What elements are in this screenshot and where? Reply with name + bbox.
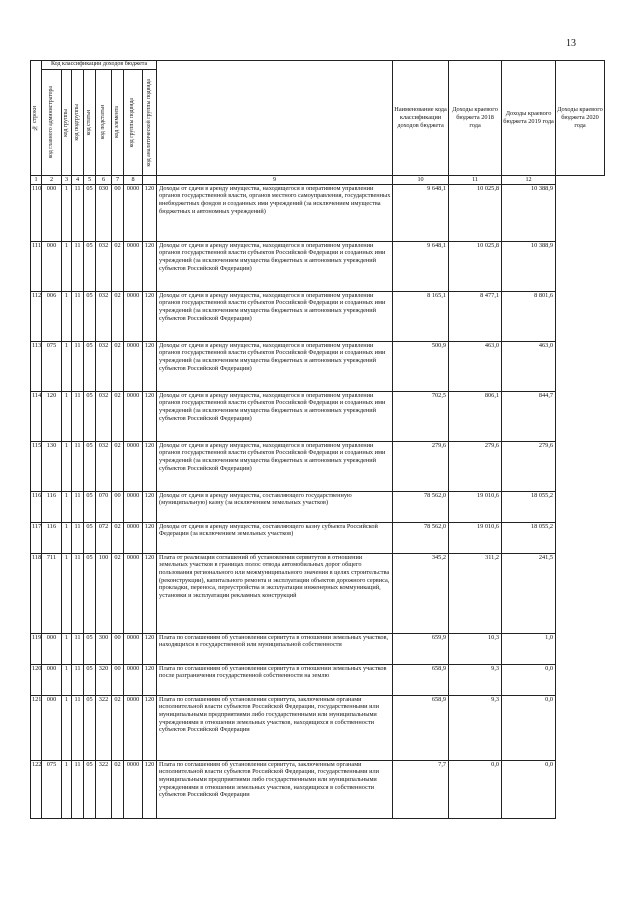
code-element: 00 [112, 633, 124, 664]
code-article: 05 [84, 391, 96, 441]
revenue-name: Доходы от сдачи в аренду имущества, находящегося в оперативном управлении органов государственной власти субъектов Российской Федерации и созданных ими учреждений (за исключением имущества бюджетных и автономных учреждений субъектов Российской Федерации) [157, 241, 393, 291]
code-subgroup: 11 [72, 522, 84, 553]
code-subarticle: 100 [96, 553, 112, 633]
code-admin: 130 [42, 441, 62, 491]
code-subgroup: 11 [72, 291, 84, 341]
header-2019: Доходы краевого бюджета 2019 года [502, 61, 556, 176]
code-subarticle: 032 [96, 291, 112, 341]
row-number: 119 [31, 633, 42, 664]
code-admin: 000 [42, 633, 62, 664]
code-analytic: 120 [143, 391, 157, 441]
code-subtype-group: 0000 [124, 391, 143, 441]
code-admin: 000 [42, 664, 62, 695]
value-2019: 19 010,6 [449, 491, 502, 522]
header-name: Наименование кода классификации доходов бюджета [393, 61, 449, 176]
revenue-name: Доходы от сдачи в аренду имущества, находящегося в оперативном управлении органов государственной власти субъектов Российской Федерации и созданных ими учреждений (за исключением имущества бюджетных и автономных учреждений субъектов Российской Федерации) [157, 441, 393, 491]
table-row [31, 695, 605, 760]
col-number [143, 176, 157, 185]
code-analytic: 120 [143, 760, 157, 818]
code-article: 05 [84, 241, 96, 291]
col-number: 12 [502, 176, 556, 185]
code-subgroup: 11 [72, 491, 84, 522]
code-subarticle: 032 [96, 441, 112, 491]
value-2019: 9,3 [449, 695, 502, 760]
code-subarticle: 070 [96, 491, 112, 522]
value-2020: 279,6 [502, 441, 556, 491]
value-2020: 0,0 [502, 760, 556, 818]
code-subgroup: 11 [72, 441, 84, 491]
code-article: 05 [84, 553, 96, 633]
table-row [31, 341, 605, 391]
code-subarticle: 300 [96, 633, 112, 664]
row-number: 110 [31, 184, 42, 241]
row-number: 114 [31, 391, 42, 441]
value-2019: 10,3 [449, 633, 502, 664]
table-row [31, 291, 605, 341]
code-subarticle: 322 [96, 695, 112, 760]
code-admin: 006 [42, 291, 62, 341]
code-subarticle: 032 [96, 241, 112, 291]
code-admin: 075 [42, 760, 62, 818]
value-2019: 279,6 [449, 441, 502, 491]
revenue-name: Плата по соглашениям об установлении сервитута в отношении земельных участков после разграничения государственной собственности на землю [157, 664, 393, 695]
row-number: 120 [31, 664, 42, 695]
table-row [31, 760, 605, 818]
code-analytic: 120 [143, 341, 157, 391]
value-2019: 8 477,1 [449, 291, 502, 341]
code-subtype-group: 0000 [124, 441, 143, 491]
table-body [31, 184, 605, 818]
code-group: 1 [62, 441, 72, 491]
header-code-subtype-group: код группы подвида [124, 70, 143, 176]
code-subgroup: 11 [72, 184, 84, 241]
code-element: 02 [112, 522, 124, 553]
code-subtype-group: 0000 [124, 522, 143, 553]
code-admin: 075 [42, 341, 62, 391]
value-2018: 345,2 [393, 553, 449, 633]
code-subgroup: 11 [72, 633, 84, 664]
value-2020: 844,7 [502, 391, 556, 441]
row-number: 115 [31, 441, 42, 491]
revenue-name: Плата от реализации соглашений об установлении сервитутов в отношении земельных участков в границах полос отвода автомобильных дорог общего пользования регионального или межмуниципального значения в целях строительства (реконструкции), капитального ремонта и эксплуатации объектов дорожного сервиса, прокладки, переноса, переустройства и эксплуатации инженерных коммуникаций, установки и эксплуатации рекламных конструкций [157, 553, 393, 633]
code-admin: 711 [42, 553, 62, 633]
revenue-name: Доходы от сдачи в аренду имущества, находящегося в оперативном управлении органов государственной власти субъектов Российской Федерации и созданных ими учреждений (за исключением имущества бюджетных и автономных учреждений субъектов Российской Федерации) [157, 291, 393, 341]
value-2020: 10 388,9 [502, 241, 556, 291]
value-2019: 463,0 [449, 341, 502, 391]
table-row [31, 241, 605, 291]
row-number: 118 [31, 553, 42, 633]
value-2019: 806,1 [449, 391, 502, 441]
value-2018: 9 648,1 [393, 184, 449, 241]
column-numbers-row [31, 176, 605, 185]
code-element: 02 [112, 695, 124, 760]
revenue-name: Доходы от сдачи в аренду имущества, составляющего казну субъекта Российской Федерации (за исключением земельных участков) [157, 522, 393, 553]
table-row [31, 633, 605, 664]
code-subgroup: 11 [72, 341, 84, 391]
code-element: 02 [112, 441, 124, 491]
code-subarticle: 032 [96, 341, 112, 391]
code-group: 1 [62, 291, 72, 341]
table-row [31, 184, 605, 241]
value-2018: 500,9 [393, 341, 449, 391]
row-number: 112 [31, 291, 42, 341]
row-number: 113 [31, 341, 42, 391]
code-group: 1 [62, 553, 72, 633]
col-number: 8 [124, 176, 143, 185]
code-subtype-group: 0000 [124, 291, 143, 341]
table-row [31, 491, 605, 522]
row-number: 122 [31, 760, 42, 818]
code-admin: 116 [42, 491, 62, 522]
value-2018: 658,9 [393, 664, 449, 695]
code-article: 05 [84, 441, 96, 491]
code-article: 05 [84, 760, 96, 818]
code-group: 1 [62, 633, 72, 664]
code-group: 1 [62, 391, 72, 441]
code-subtype-group: 0000 [124, 695, 143, 760]
value-2019: 9,3 [449, 664, 502, 695]
header-code-subarticle: код подстатьи [96, 70, 112, 176]
value-2018: 659,9 [393, 633, 449, 664]
table-row [31, 522, 605, 553]
code-article: 05 [84, 633, 96, 664]
header-code-group-col: код группы [62, 70, 72, 176]
code-subgroup: 11 [72, 241, 84, 291]
code-group: 1 [62, 760, 72, 818]
value-2020: 18 055,2 [502, 522, 556, 553]
code-analytic: 120 [143, 441, 157, 491]
table-row [31, 553, 605, 633]
value-2018: 78 562,0 [393, 522, 449, 553]
code-group: 1 [62, 184, 72, 241]
code-subtype-group: 0000 [124, 491, 143, 522]
row-number: 116 [31, 491, 42, 522]
code-article: 05 [84, 695, 96, 760]
col-number: 2 [42, 176, 62, 185]
code-group: 1 [62, 241, 72, 291]
code-analytic: 120 [143, 291, 157, 341]
code-article: 05 [84, 491, 96, 522]
code-subgroup: 11 [72, 664, 84, 695]
code-subtype-group: 0000 [124, 760, 143, 818]
col-number: 3 [62, 176, 72, 185]
code-admin: 000 [42, 184, 62, 241]
code-element: 02 [112, 341, 124, 391]
code-subarticle: 322 [96, 760, 112, 818]
revenue-name: Плата по соглашениям об установлении сервитута в отношении земельных участков, находящихся в государственной или муниципальной собственности [157, 633, 393, 664]
code-element: 02 [112, 241, 124, 291]
col-number: 6 [96, 176, 112, 185]
code-subarticle: 032 [96, 391, 112, 441]
table-header [31, 61, 605, 185]
code-subgroup: 11 [72, 553, 84, 633]
code-analytic: 120 [143, 553, 157, 633]
value-2018: 9 648,1 [393, 241, 449, 291]
value-2020: 8 801,6 [502, 291, 556, 341]
value-2018: 658,9 [393, 695, 449, 760]
col-number: 1 [31, 176, 42, 185]
code-admin: 000 [42, 241, 62, 291]
row-number: 111 [31, 241, 42, 291]
code-analytic: 120 [143, 491, 157, 522]
code-element: 00 [112, 491, 124, 522]
code-analytic: 120 [143, 695, 157, 760]
code-element: 02 [112, 291, 124, 341]
code-subtype-group: 0000 [124, 553, 143, 633]
code-group: 1 [62, 664, 72, 695]
code-analytic: 120 [143, 522, 157, 553]
revenue-name: Доходы от сдачи в аренду имущества, составляющего государственную (муниципальную) казну (за исключением земельных участков) [157, 491, 393, 522]
header-code-analytic: код аналитической группы подвида [143, 70, 157, 176]
code-subarticle: 320 [96, 664, 112, 695]
table-row [31, 391, 605, 441]
code-admin: 116 [42, 522, 62, 553]
revenue-name: Доходы от сдачи в аренду имущества, находящегося в оперативном управлении органов государственной власти субъектов Российской Федерации и созданных ими учреждений (за исключением имущества бюджетных и автономных учреждений субъектов Российской Федерации) [157, 341, 393, 391]
code-group: 1 [62, 522, 72, 553]
value-2019: 19 010,6 [449, 522, 502, 553]
code-article: 05 [84, 522, 96, 553]
code-element: 00 [112, 184, 124, 241]
header-blank [157, 61, 393, 176]
code-element: 02 [112, 553, 124, 633]
header-2018: Доходы краевого бюджета 2018 года [449, 61, 502, 176]
code-analytic: 120 [143, 633, 157, 664]
value-2020: 10 388,9 [502, 184, 556, 241]
code-subgroup: 11 [72, 760, 84, 818]
value-2020: 1,0 [502, 633, 556, 664]
code-subgroup: 11 [72, 391, 84, 441]
code-subtype-group: 0000 [124, 633, 143, 664]
value-2020: 241,5 [502, 553, 556, 633]
col-number: 5 [84, 176, 96, 185]
code-article: 05 [84, 291, 96, 341]
code-analytic: 120 [143, 241, 157, 291]
code-article: 05 [84, 341, 96, 391]
header-row-no: № строки [31, 61, 42, 176]
revenue-name: Плата по соглашениям об установлении сервитута, заключенным органами исполнительной власти субъектов Российской Федерации, государственными или муниципальными предприятиями либо государственными или муниципальными учреждениями в отношении земельных участков, находящихся в собственности субъектов Российской Федерации [157, 695, 393, 760]
code-analytic: 120 [143, 184, 157, 241]
code-element: 00 [112, 664, 124, 695]
page-number: 13 [566, 38, 576, 49]
value-2018: 8 165,1 [393, 291, 449, 341]
value-2018: 78 562,0 [393, 491, 449, 522]
code-subtype-group: 0000 [124, 664, 143, 695]
code-group: 1 [62, 491, 72, 522]
code-group: 1 [62, 695, 72, 760]
col-number: 4 [72, 176, 84, 185]
value-2018: 702,5 [393, 391, 449, 441]
value-2019: 10 025,8 [449, 184, 502, 241]
value-2020: 18 055,2 [502, 491, 556, 522]
header-code-group: Код классификации доходов бюджета [42, 61, 157, 70]
header-2020: Доходы краевого бюджета 2020 года [556, 61, 605, 176]
header-code-subgroup: код подгруппы [72, 70, 84, 176]
code-subarticle: 030 [96, 184, 112, 241]
code-article: 05 [84, 184, 96, 241]
code-subtype-group: 0000 [124, 341, 143, 391]
table-row [31, 441, 605, 491]
code-admin: 000 [42, 695, 62, 760]
value-2018: 7,7 [393, 760, 449, 818]
value-2019: 311,2 [449, 553, 502, 633]
revenue-name: Доходы от сдачи в аренду имущества, находящегося в оперативном управлении органов государственной власти субъектов Российской Федерации и созданных ими учреждений (за исключением имущества бюджетных и автономных учреждений субъектов Российской Федерации) [157, 391, 393, 441]
revenue-name: Доходы от сдачи в аренду имущества, находящегося в оперативном управлении органов государственной власти, органов местного самоуправления, государственных внебюджетных фондов и созданных ими учреждений (за исключением имущества бюджетных и автономных учреждений) [157, 184, 393, 241]
revenue-name: Плата по соглашениям об установлении сервитута, заключенным органами исполнительной власти субъектов Российской Федерации, государственными или муниципальными предприятиями либо государственными или муниципальными учреждениями в отношении земельных участков, находящихся в собственности субъектов Российской Федерации [157, 760, 393, 818]
col-number: 9 [157, 176, 393, 185]
row-number: 117 [31, 522, 42, 553]
code-article: 05 [84, 664, 96, 695]
value-2018: 279,6 [393, 441, 449, 491]
budget-revenue-table [30, 60, 605, 819]
col-number: 7 [112, 176, 124, 185]
value-2020: 0,0 [502, 664, 556, 695]
code-group: 1 [62, 341, 72, 391]
code-subtype-group: 0000 [124, 241, 143, 291]
col-number: 10 [393, 176, 449, 185]
code-subtype-group: 0000 [124, 184, 143, 241]
code-analytic: 120 [143, 664, 157, 695]
code-element: 02 [112, 391, 124, 441]
code-subgroup: 11 [72, 695, 84, 760]
value-2019: 10 025,8 [449, 241, 502, 291]
table-row [31, 664, 605, 695]
value-2020: 0,0 [502, 695, 556, 760]
col-number: 11 [449, 176, 502, 185]
header-code-element: код элемента [112, 70, 124, 176]
value-2020: 463,0 [502, 341, 556, 391]
code-subarticle: 072 [96, 522, 112, 553]
code-admin: 120 [42, 391, 62, 441]
header-code-article: код статьи [84, 70, 96, 176]
header-code-admin: код главного администратора [42, 70, 62, 176]
value-2019: 0,0 [449, 760, 502, 818]
row-number: 121 [31, 695, 42, 760]
code-element: 02 [112, 760, 124, 818]
